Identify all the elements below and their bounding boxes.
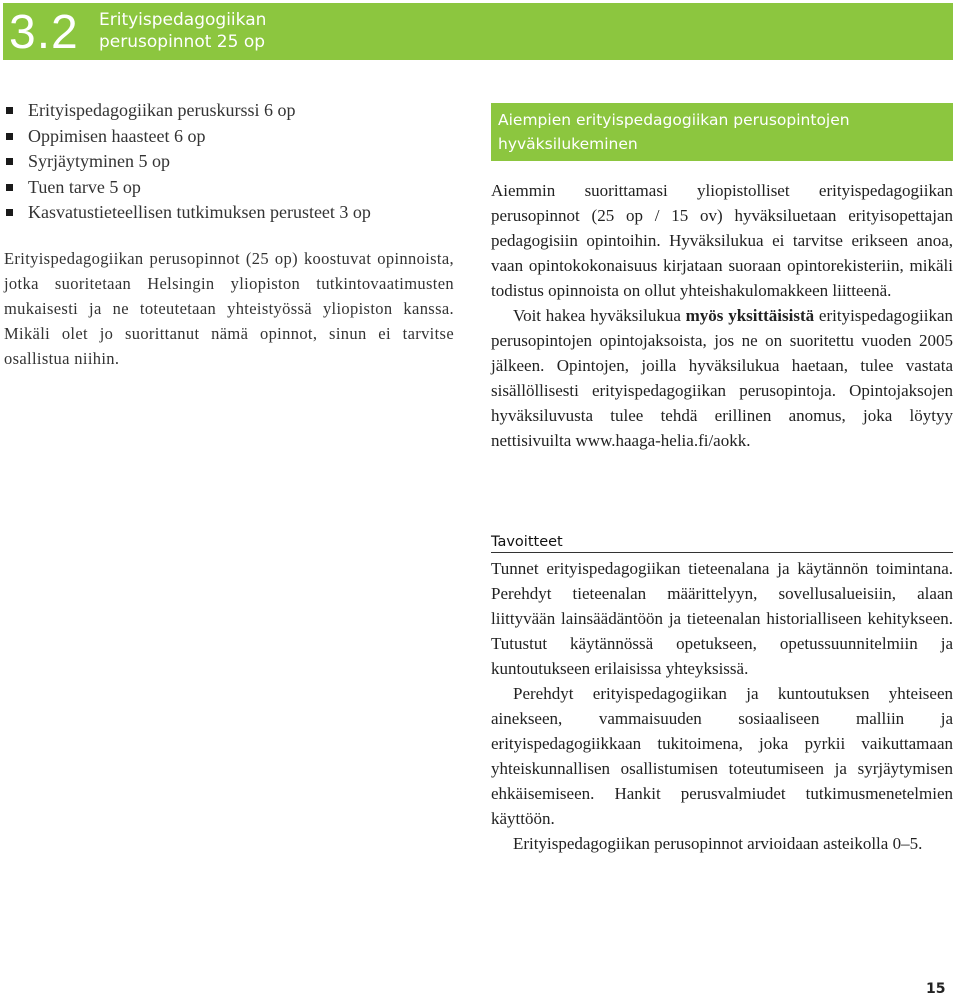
- section-number: 3.2: [9, 6, 79, 59]
- section-title-line-2: perusopinnot 25 op: [99, 32, 266, 52]
- square-bullet-icon: [6, 209, 13, 216]
- course-item: [4, 175, 454, 201]
- course-list: [4, 98, 454, 226]
- section-title-line-1: Erityispedagogiikan: [99, 10, 267, 30]
- recognition-paragraph-2-start: Voit hakea hyväksilukua: [513, 306, 686, 325]
- section-header-bar: [3, 3, 953, 60]
- square-bullet-icon: [6, 158, 13, 165]
- recognition-heading-box: [491, 103, 953, 161]
- course-label: Oppimisen haasteet 6 op: [28, 125, 206, 146]
- goals-section: [491, 556, 953, 856]
- recognition-emphasis: myös yksittäisistä: [685, 306, 815, 325]
- course-item: [4, 98, 454, 124]
- square-bullet-icon: [6, 133, 13, 140]
- goals-paragraph-3: Erityispedagogiikan perusopinnot arvioidaan asteikolla 0–5.: [513, 834, 923, 853]
- course-item: [4, 124, 454, 150]
- course-label: Erityispedagogiikan peruskurssi 6 op: [28, 100, 296, 120]
- goals-paragraph-2: Perehdyt erityispedagogiikan ja kuntoutuksen yhteiseen ainekseen, vammaisuuden sosiaaliseen malliin ja erityispedagogiikkaan tukitoimena, joka pyrkii vaikuttamaan yhteiskunnallisen osallistumisen toteutumiseen ja syrjäytymisen ehkäisemiseen. Hankit perusvalmiudet tutkimusmenetelmien käyttöön.: [491, 684, 953, 828]
- square-bullet-icon: [6, 184, 13, 191]
- goals-paragraph-1: Tunnet erityispedagogiikan tieteenalana ja käytännön toimintana. Perehdyt tieteenalan määrittelyyn, sovellusalueisiin, alaan liittyvään lainsäädäntöön ja tieteenalan historialliseen kehitykseen. Tutustut käytännössä opetukseen, opetussuunnitelmiin ja kuntoutukseen erilaisissa yhteyksissä.: [491, 559, 953, 678]
- recognition-paragraph-1: Aiemmin suorittamasi yliopistolliset erityispedagogiikan perusopinnot (25 op / 15 ov) hyväksiluetaan erityisopettajan pedagogisiin opintoihin. Hyväksilukua ei tarvitse erikseen anoa, vaan opintokokonaisuus kirjataan suoraan opintorekisteriin, mikäli todistus opinnoista on ollut yhteishakulomakkeen liitteenä.: [491, 181, 953, 300]
- intro-paragraph: Erityispedagogiikan perusopinnot (25 op) koostuvat opinnoista, jotka suoritetaan Helsingin yliopiston tutkintovaatimusten mukaisesti ja ne toteutetaan yhteistyössä yliopiston kanssa. Mikäli olet jo suorittanut nämä opinnot, sinun ei tarvitse osallistua niihin.: [4, 248, 454, 368]
- right-column: [491, 103, 953, 453]
- course-label: Tuen tarve 5 op: [28, 176, 141, 197]
- course-item: [4, 200, 454, 226]
- left-column: [4, 98, 454, 371]
- recognition-heading-line-1: Aiempien erityispedagogiikan perusopintojen: [498, 111, 850, 129]
- course-item: [4, 149, 454, 175]
- square-bullet-icon: [6, 107, 13, 114]
- recognition-paragraph-2: [491, 303, 953, 453]
- course-label: Kasvatustieteellisen tutkimuksen perusteet 3 op: [28, 202, 371, 222]
- page-number: 15: [926, 981, 946, 997]
- goals-heading: Tavoitteet: [491, 532, 953, 553]
- section-title: [99, 9, 266, 53]
- recognition-paragraph-2-rest: erityispedagogiikan perusopintojen opintojaksoista, jos ne on suoritettu vuoden 2005 jälkeen. Opintojen, joilla hyväksilukua haetaan, tulee vastata sisällöllisesti erityispedagogiikan perusopintoja. Opintojaksojen hyväksiluvusta tulee tehdä erillinen anomus, joka löytyy nettisivuilta www.haaga-helia.fi/aokk.: [491, 306, 954, 450]
- course-label: Syrjäytyminen 5 op: [28, 151, 170, 171]
- recognition-heading-line-2: hyväksilukeminen: [498, 135, 638, 153]
